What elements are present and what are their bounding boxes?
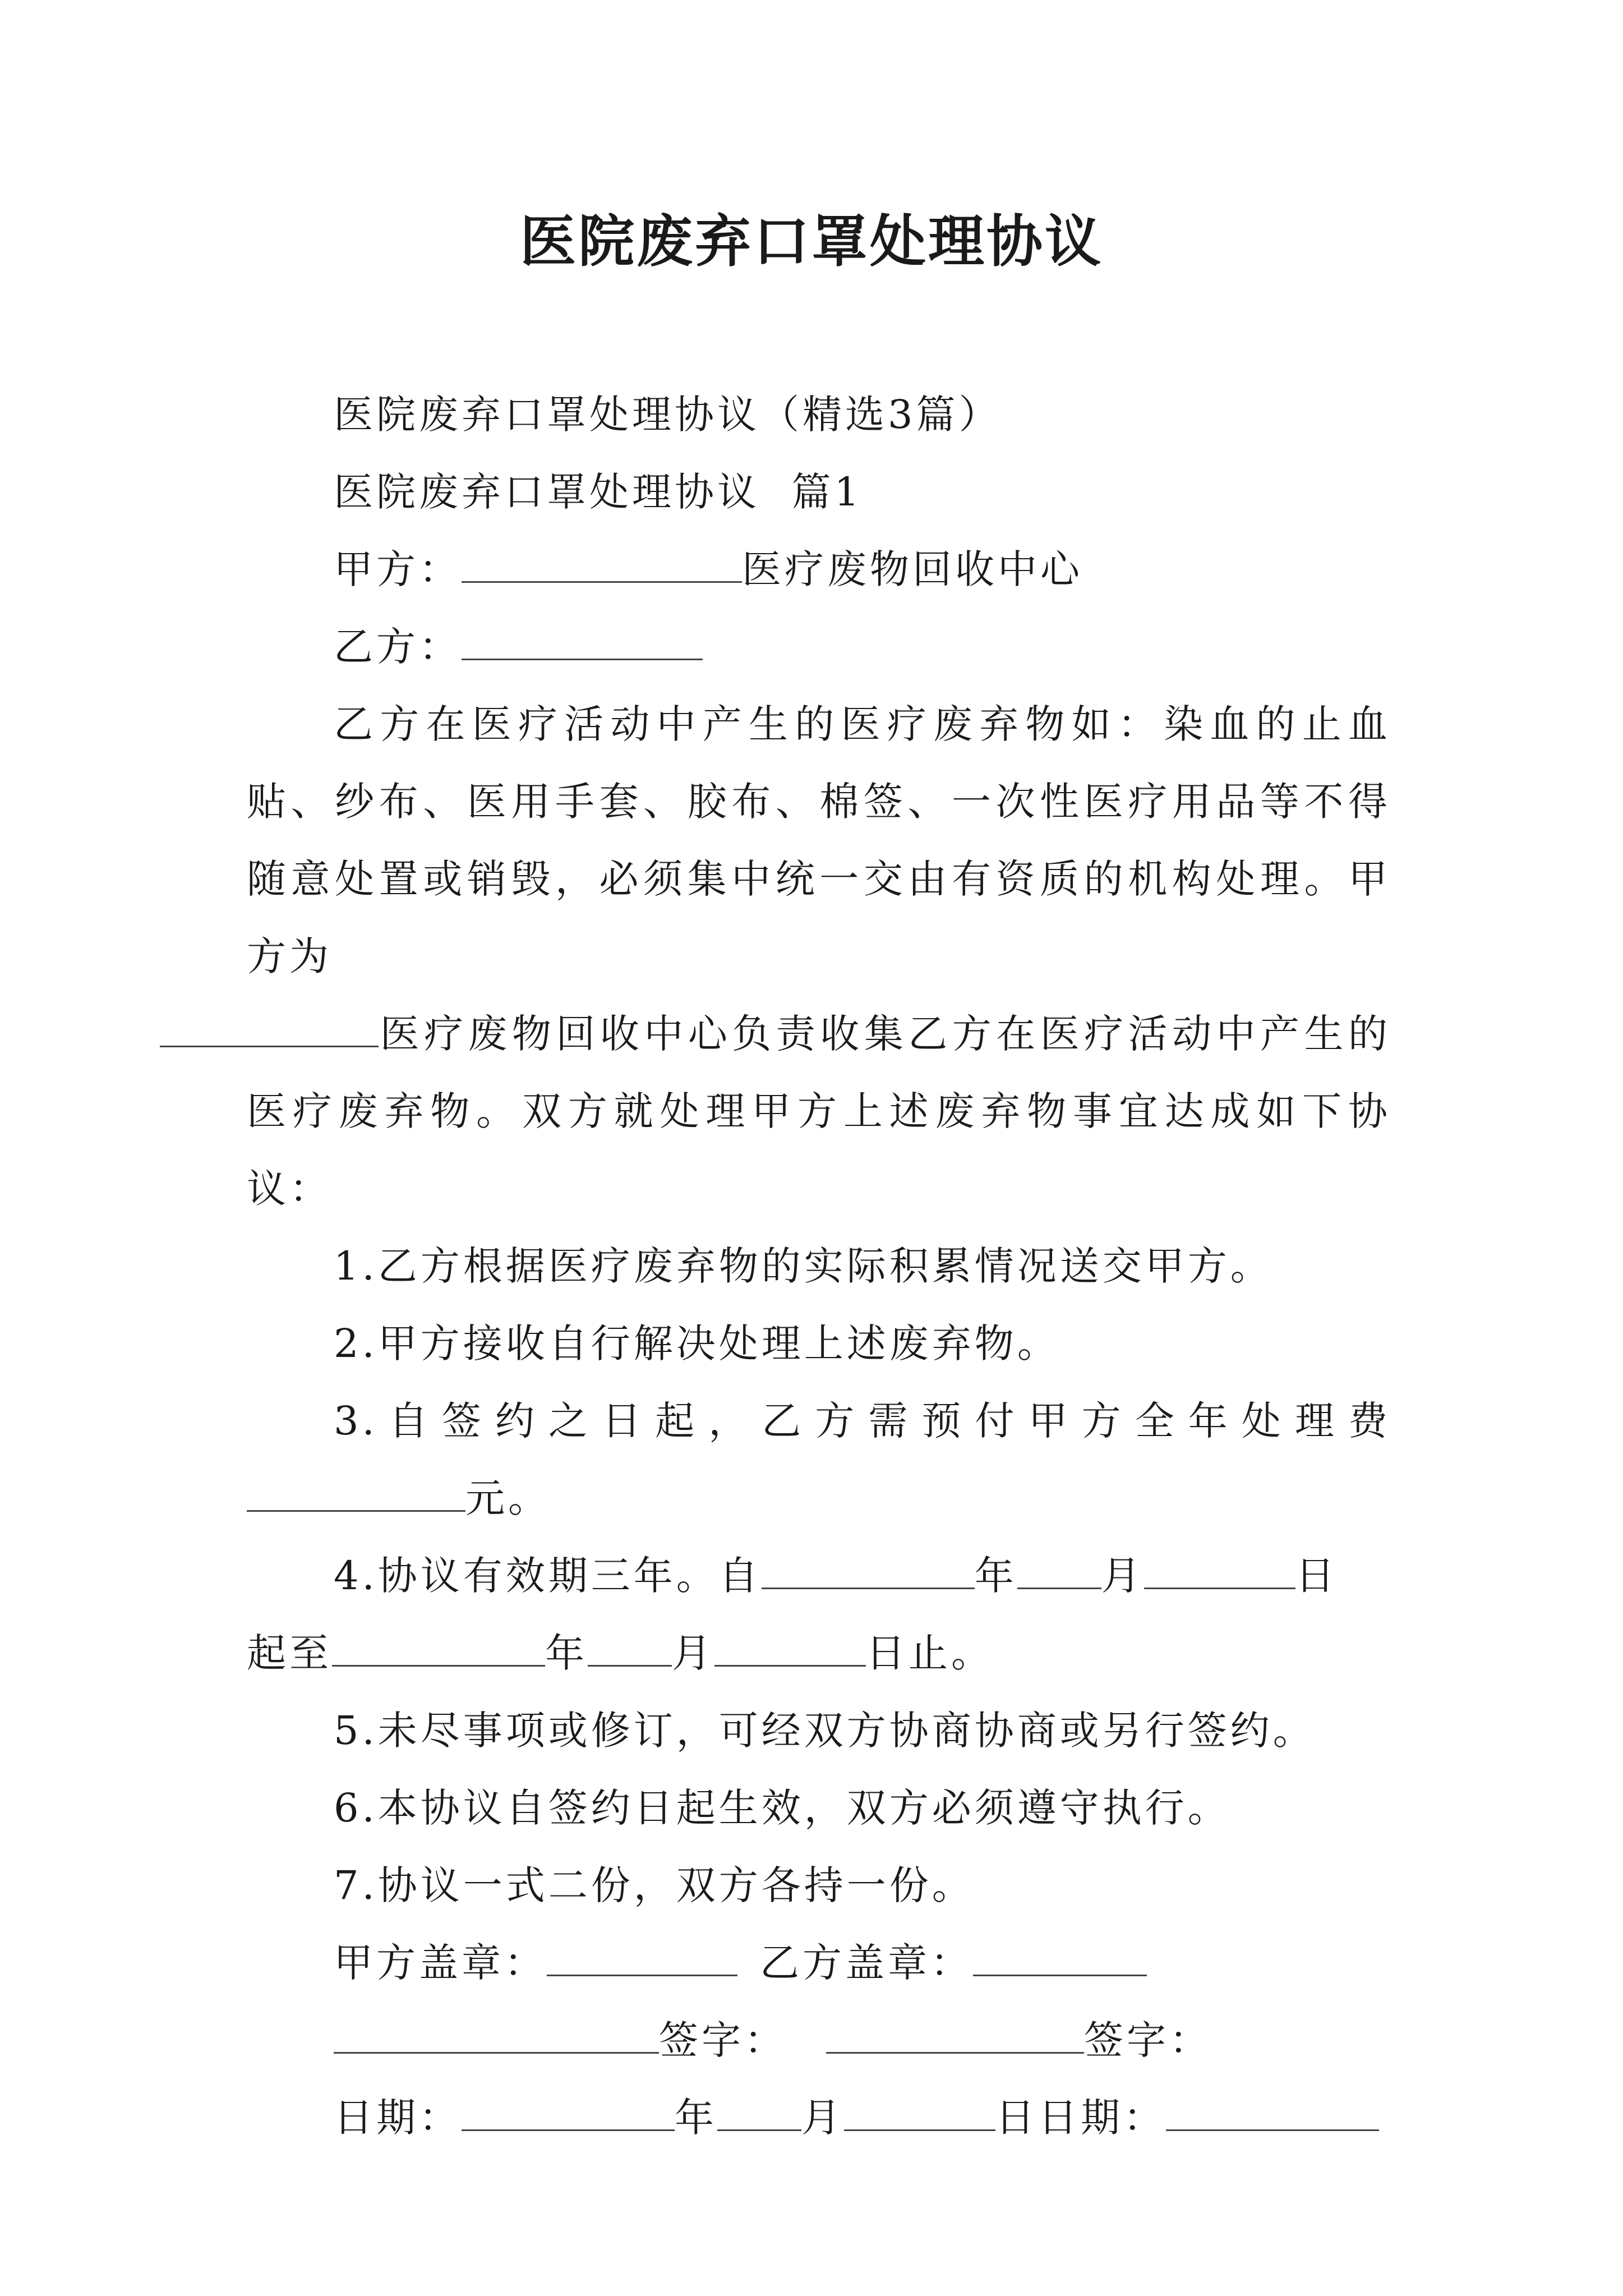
item-3-continuation [247, 1460, 1391, 1537]
item-4-end-month-blank [588, 1631, 672, 1667]
item-5: 5.未尽事项或修订，可经双方协商协商或另行签约。 [334, 1708, 1316, 1754]
date-a-day: 日 [995, 2095, 1038, 2141]
intro-text-1: 乙方在医疗活动中产生的医疗废弃物如：染血的止血贴、纱布、医用手套、胶布、棉签、一次性医疗用品等不得随意处置或销毁，必须集中统一交由有资质的机构处理。甲方为 [247, 701, 1391, 979]
item-4-start-day-blank [1144, 1554, 1295, 1589]
item-3-text: 3.自签约之日起，乙方需预付甲方全年处理费 [334, 1398, 1391, 1444]
date-b-label: 日期： [1038, 2095, 1166, 2141]
item-4-end: 日止。 [866, 1630, 994, 1676]
date-a-label: 日期： [334, 2095, 462, 2141]
item-6: 6.本协议自签约日起生效，双方必须遵守执行。 [334, 1785, 1230, 1831]
date-b-blank [1166, 2096, 1379, 2131]
item-4-continuation [247, 1614, 1391, 1692]
item-2: 2.甲方接收自行解决处理上述废弃物。 [334, 1320, 1060, 1366]
item-4-until: 起至 [247, 1630, 332, 1676]
date-a-day-blank [844, 2096, 995, 2131]
section-heading: 医院废弃口罩处理协议 篇1 [334, 469, 863, 515]
item-4-end-day-blank [714, 1631, 866, 1667]
date-a-month: 月 [801, 2095, 844, 2141]
item-1: 1.乙方根据医疗废弃物的实际积累情况送交甲方。 [334, 1243, 1273, 1289]
party-a-suffix: 医疗废物回收中心 [742, 546, 1083, 592]
item-4-start-year-blank [762, 1554, 975, 1589]
party-b-label: 乙方： [334, 624, 462, 670]
item-4-day: 日 [1295, 1553, 1338, 1599]
party-a-blank [462, 547, 742, 583]
seal-a-blank [547, 1941, 737, 1976]
subtitle: 医院废弃口罩处理协议（精选3篇） [334, 392, 1002, 438]
seal-b-blank [973, 1941, 1147, 1976]
item-4-start-month-blank [1017, 1554, 1101, 1589]
item-4-end-month: 月 [672, 1630, 714, 1676]
intro-blank [160, 1012, 379, 1047]
date-a-year-blank [462, 2096, 675, 2131]
item-4-end-year-blank [332, 1631, 545, 1667]
document-title: 医院废弃口罩处理协议 [520, 208, 1103, 274]
date-a-year: 年 [675, 2095, 717, 2141]
sign-b-blank [826, 2018, 1084, 2054]
party-a-label: 甲方： [334, 546, 462, 592]
sign-a-label: 签字： [659, 2017, 787, 2063]
item-4-line [247, 1537, 1391, 1614]
item-3-suffix: 元。 [465, 1475, 551, 1521]
sign-a-blank [334, 2018, 659, 2054]
date-a-month-blank [717, 2096, 801, 2131]
date-line [247, 2079, 1391, 2156]
item-3-line [247, 1382, 1391, 1460]
item-4-end-year: 年 [545, 1630, 588, 1676]
seal-line [247, 1924, 1391, 2001]
party-b-line [247, 608, 1391, 685]
party-b-blank [462, 625, 703, 660]
item-4-text: 4.协议有效期三年。自 [334, 1553, 762, 1599]
seal-b-label: 乙方盖章： [760, 1940, 973, 1986]
item-4-year: 年 [974, 1553, 1017, 1599]
item-7: 7.协议一式二份，双方各持一份。 [334, 1862, 975, 1908]
intro-paragraph [247, 685, 1391, 1227]
document-body [247, 376, 1391, 2156]
sign-b-label: 签字： [1084, 2017, 1212, 2063]
party-a-line [247, 531, 1391, 608]
item-4-month: 月 [1101, 1553, 1144, 1599]
intro-text-2: 医疗废物回收中心负责收集乙方在医疗活动中产生的医疗废弃物。双方就处理甲方上述废弃物事宜达成如下协议： [247, 1011, 1391, 1212]
sign-line [247, 2001, 1391, 2079]
item-3-blank [247, 1476, 465, 1512]
seal-a-label: 甲方盖章： [334, 1940, 547, 1986]
